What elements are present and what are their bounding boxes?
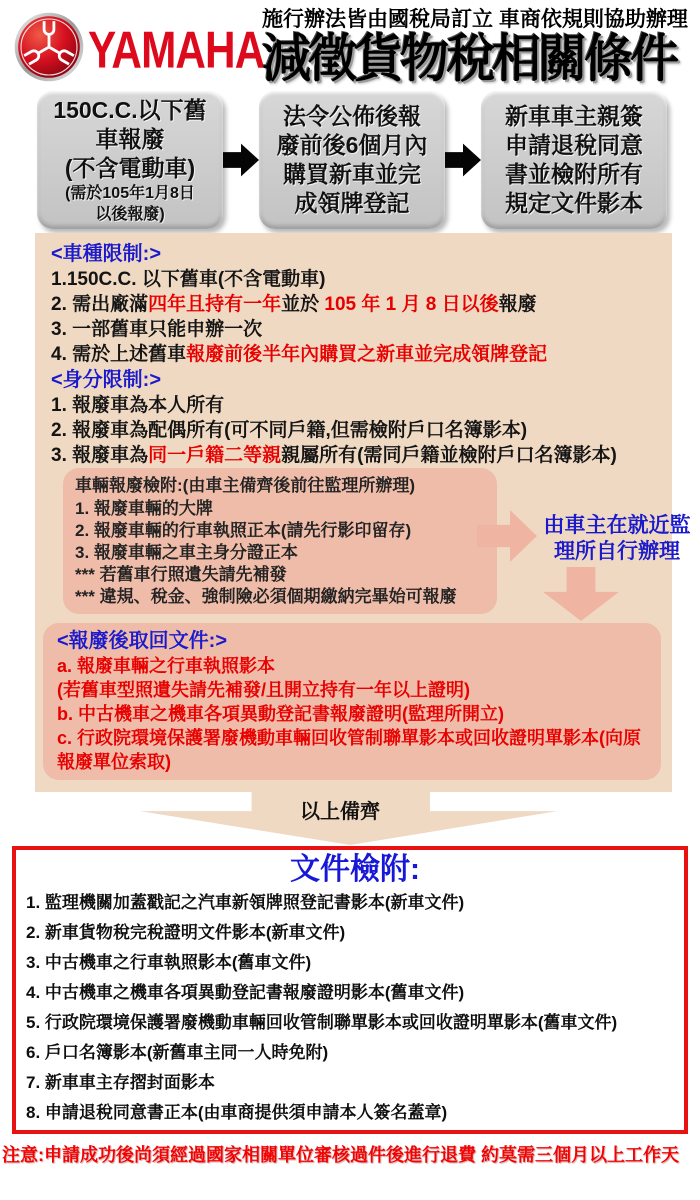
right-arrow-icon	[445, 143, 481, 177]
flow-step-line: (需於105年1月8日	[65, 184, 195, 202]
flow-step-line: 法令公佈後報	[283, 103, 421, 129]
flow-step-2	[259, 91, 445, 229]
document-item: 7. 新車車主存摺封面影本	[26, 1073, 215, 1092]
diy-note-line: 理所自行辦理	[554, 540, 680, 563]
retrieve-docs-box	[43, 623, 661, 780]
vehicle-restriction-line: 1.150C.C. 以下舊車(不含電動車)	[51, 269, 326, 290]
retrieve-docs-line: a. 報廢車輛之行車執照影本	[57, 656, 276, 676]
scrap-checklist-line: 1. 報廢車輛的大牌	[75, 499, 213, 518]
documents-box	[12, 846, 688, 1134]
conditions-section	[35, 233, 691, 792]
title-block	[262, 3, 698, 89]
document-item: 4. 中古機車之機車各項異動登記書報廢證明影本(舊車文件)	[26, 983, 465, 1002]
diy-note-line: 由車主在就近監	[543, 514, 691, 537]
vehicle-restrictions-heading: <車種限制:>	[51, 243, 162, 265]
retrieve-docs-line: b. 中古機車之機車各項異動登記書報廢證明(監理所開立)	[57, 704, 504, 724]
brand-header	[14, 12, 284, 87]
page-title: 減徵貨物稅相關條件	[262, 30, 677, 89]
right-arrow-icon	[223, 143, 259, 177]
flow-step-line: 書並檢附所有	[505, 161, 643, 187]
flow-step-line: 車報廢	[95, 125, 165, 152]
flow-diagram	[37, 91, 667, 229]
document-item: 2. 新車貨物稅完稅證明文件影本(新車文件)	[26, 923, 346, 942]
identity-restriction-line: 3. 報廢車為同一戶籍二等親親屬所有(需同戶籍並檢附戶口名簿影本)	[51, 445, 617, 466]
flow-step-line: 廢前後6個月內	[276, 132, 428, 158]
flow-step-line: 規定文件影本	[505, 190, 643, 216]
vehicle-restriction-line: 4. 需於上述舊車報廢前後半年內購買之新車並完成領牌登記	[51, 344, 548, 365]
flow-step-3	[481, 91, 667, 229]
scrap-checklist-title: 車輛報廢檢附:(由車主備齊後前往監理所辦理)	[75, 476, 415, 495]
identity-restrictions-heading: <身分限制:>	[51, 369, 162, 391]
vehicle-restriction-line: 3. 一部舊車只能申辦一次	[51, 319, 263, 340]
diy-at-dmv-note	[527, 513, 700, 565]
scrap-checklist-box	[63, 468, 497, 614]
flow-step-line: 成領牌登記	[294, 190, 410, 216]
scrap-checklist-line: *** 若舊車行照遺失請先補發	[75, 565, 287, 584]
scrap-checklist-line: *** 違規、稅金、強制險必須個期繳納完畢始可報廢	[75, 587, 457, 606]
flow-step-line: 以後報廢)	[95, 205, 165, 223]
vehicle-restriction-line: 2. 需出廠滿四年且持有一年並於 105 年 1 月 8 日以後報廢	[51, 294, 537, 315]
footer-note: 注意:申請成功後尚須經過國家相關單位審核過件後進行退費 約莫需三個月以上工作天	[2, 1145, 679, 1165]
flow-step-line: 新車車主親簽	[505, 103, 643, 129]
document-item: 6. 戶口名簿影本(新舊車主同一人時免附)	[26, 1043, 329, 1062]
document-item: 1. 監理機關加蓋戳記之汽車新領牌照登記書影本(新車文件)	[26, 893, 465, 912]
scrap-checklist-line: 3. 報廢車輛之車主身分證正本	[75, 543, 298, 562]
identity-restriction-line: 2. 報廢車為配偶所有(可不同戶籍,但需檢附戶口名簿影本)	[51, 420, 528, 441]
retrieve-docs-heading: <報廢後取回文件:>	[57, 630, 228, 652]
ready-label: 以上備齊	[300, 801, 380, 823]
header-subtitle: 施行辦法皆由國稅局訂立 車商依規則協助辦理	[262, 8, 688, 31]
identity-restriction-line: 1. 報廢車為本人所有	[51, 395, 225, 416]
flow-step-line: 申請退稅同意	[505, 132, 643, 158]
salmon-down-arrow-icon	[543, 567, 619, 621]
brand-text: YAMAHA	[88, 20, 265, 79]
yamaha-logo-icon	[14, 12, 84, 87]
scrap-checklist-line: 2. 報廢車輛的行車執照正本(請先行影印留存)	[75, 521, 412, 540]
retrieve-docs-line: (若舊車型照遺失請先補發/且開立持有一年以上證明)	[57, 680, 470, 700]
flow-step-1	[37, 91, 223, 229]
flow-step-line: 購買新車並完	[283, 161, 421, 187]
documents-title: 文件檢附:	[290, 853, 420, 886]
retrieve-docs-line: c. 行政院環境保護署廢機動車輛回收管制聯單影本或回收證明單影本(向原報廢單位索取)	[57, 728, 642, 772]
document-item: 5. 行政院環境保護署廢機動車輛回收管制聯單影本或回收證明單影本(舊車文件)	[26, 1013, 618, 1032]
document-item: 3. 中古機車之行車執照影本(舊車文件)	[26, 953, 312, 972]
flow-step-line: (不含電動車)	[64, 154, 196, 181]
document-item: 8. 申請退稅同意書正本(由車商提供須申請本人簽名蓋章)	[26, 1103, 448, 1122]
flow-step-line: 150C.C.以下舊	[53, 96, 207, 123]
